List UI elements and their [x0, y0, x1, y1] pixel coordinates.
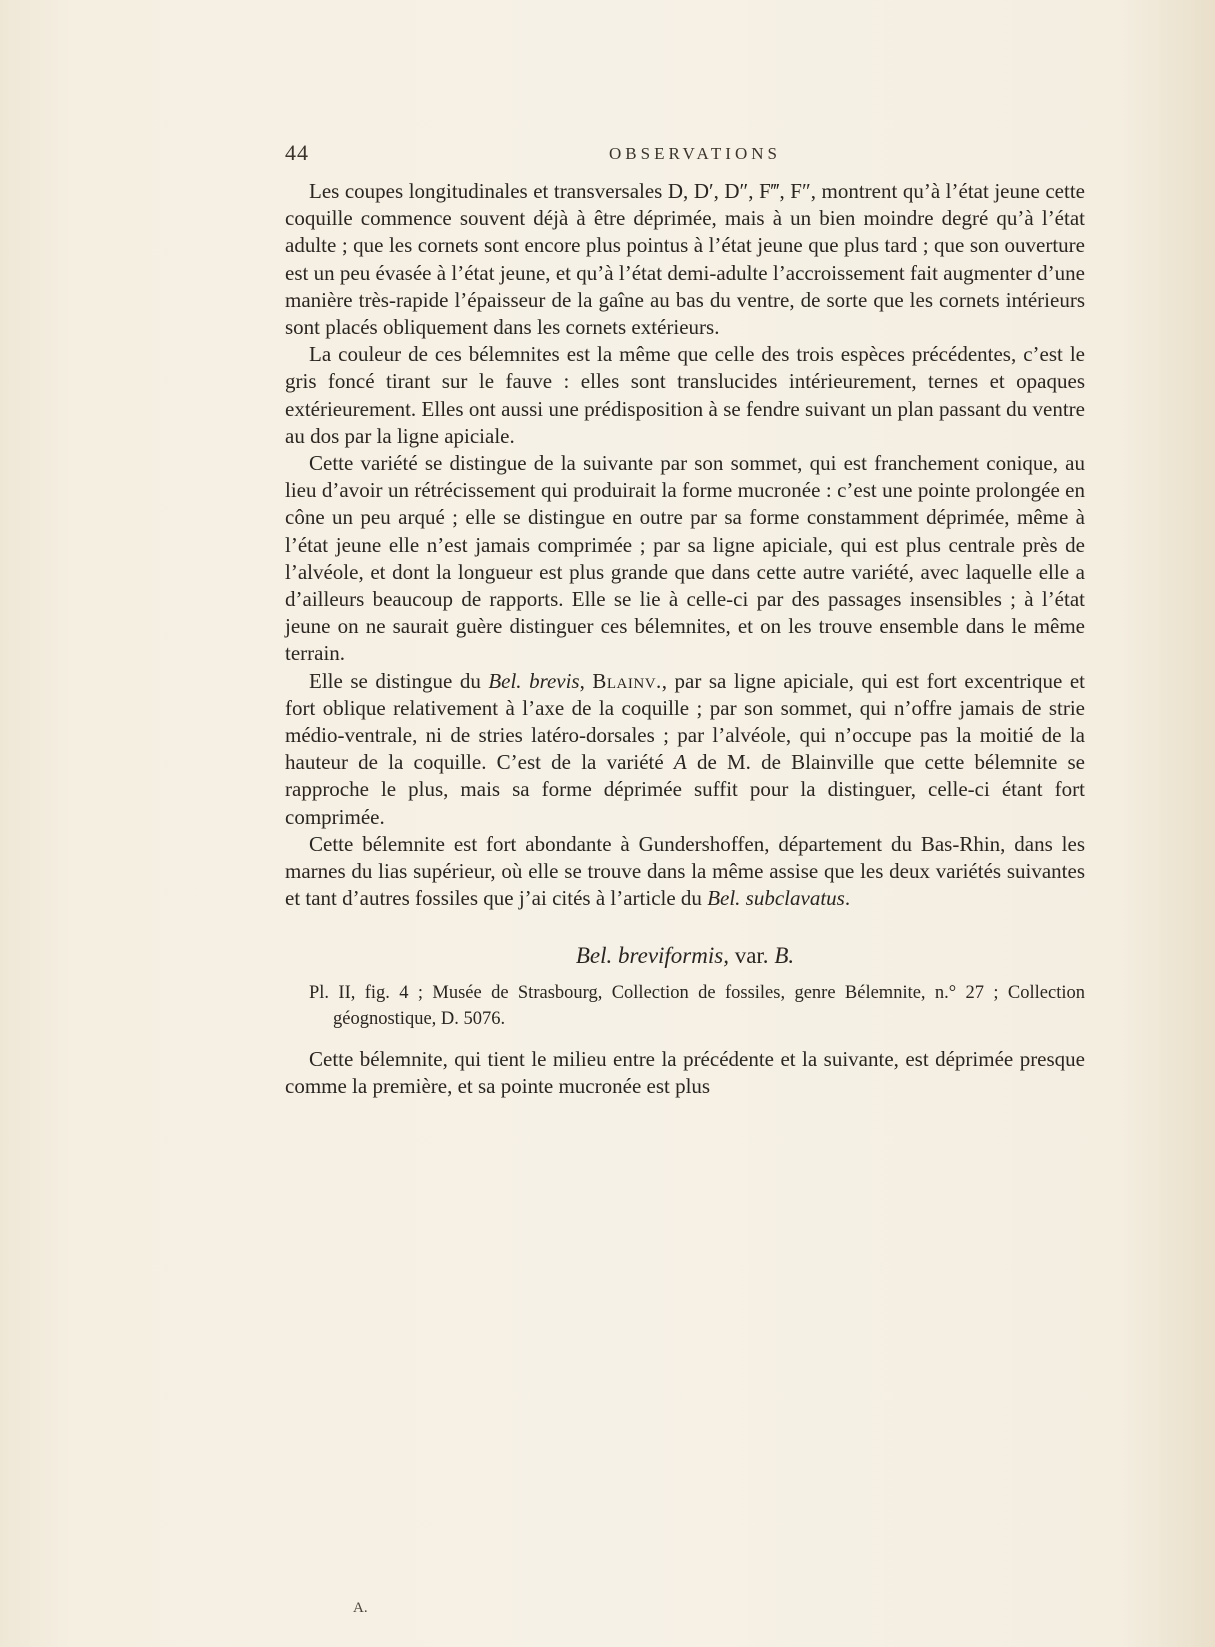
specimen-citation: Pl. II, fig. 4 ; Musée de Strasbourg, Collection de fossiles, genre Bélemnite, n.° 27 ; Collection géognostique, D. 5076.	[309, 982, 1085, 1029]
taxon-bel-brevis: Bel. brevis	[488, 668, 580, 693]
paragraph-4-mid: , par sa ligne apiciale, qui est fort excentrique et fort oblique relativement à l’axe de la coquille ; par son sommet, qui n’offre jamais de strie médio-ventrale, ni de stries latéro-dorsales ; par l’alvéole, qui n’occupe pas la moitié de la hauteur de la coquille. C’est de la variété	[285, 668, 1086, 775]
page-number: 44	[285, 140, 309, 165]
taxon-bel-subclavatus: Bel. subclavatus	[707, 886, 845, 911]
page-header	[285, 140, 1105, 170]
paragraph-4-tail: de M. de Blainville que cette bélemnite se rapproche le plus, mais sa forme déprimée suffit pour la distinguer, celle-ci étant fort comprimée.	[285, 750, 1085, 829]
paragraph-6: Cette bélemnite, qui tient le milieu entre la précédente et la suivante, est déprimée presque comme la première, et sa pointe mucronée est plus	[285, 1046, 1085, 1098]
author-blainv: Blainv.	[592, 668, 662, 693]
paragraph-2: La couleur de ces bélemnites est la même que celle des trois espèces précédentes, c’est le gris foncé tirant sur le fauve : elles sont translucides intérieurement, ternes et opaques extérieurement. Elles ont aussi une prédisposition à se fendre suivant un plan passant du ventre au dos par la ligne apiciale.	[285, 342, 1085, 448]
running-head: OBSERVATIONS	[609, 144, 781, 163]
section-title-variety: B.	[774, 943, 795, 969]
paragraph-4-lead: Elle se distingue du	[309, 668, 489, 693]
paragraph-1: Les coupes longitudinales et transversales D, D′, D″, F‴, F″, montrent qu’à l’état jeune cette coquille commence souvent déjà à être déprimée, mais à un bien moindre degré qu’à l’état adulte ; que les cornets sont encore plus pointus à l’état jeune que plus tard ; que son ouverture est un peu évasée à l’état jeune, et qu’à l’état demi-adulte l’accroissement fait augmenter d’une manière très-rapide l’épaisseur de la gaîne au bas du ventre, de sorte que les cornets intérieurs sont placés obliquement dans les cornets extérieurs.	[285, 179, 1085, 340]
paragraph-4: Elle se distingue du Bel. brevis, Blainv., par sa ligne apiciale, qui est fort excentrique et fort oblique relativement à l’axe de la coquille ; par son sommet, qui n’offre jamais de strie médio-ventrale, ni de stries latéro-dorsales ; par l’alvéole, qui n’occupe pas la moitié de la hauteur de la coquille. C’est de la variété A de M. de Blainville que cette bélemnite se rapproche le plus, mais sa forme déprimée suffit pour la distinguer, celle-ci étant fort comprimée.	[285, 668, 1086, 829]
section-title-taxon: Bel. breviformis,	[575, 943, 729, 969]
section-title: Bel. breviformis, var. B.	[575, 943, 795, 969]
body-text	[285, 178, 1085, 1100]
paragraph-3: Cette variété se distingue de la suivante par son sommet, qui est franchement conique, au lieu d’avoir un rétrécissement qui produirait la forme mucronée : c’est une pointe prolongée en cône un peu arqué ; elle se distingue en outre par sa forme constamment déprimée, même à l’état jeune elle n’est jamais comprimée ; par sa ligne apiciale, qui est plus centrale près de l’alvéole, et dont la longueur est plus grande que dans cette autre variété, avec laquelle elle a d’ailleurs beaucoup de rapports. Elle se lie à celle-ci par des passages insensibles ; à l’état jeune on ne saurait guère distinguer ces bélemnites, et on les trouve ensemble dans le même terrain.	[285, 451, 1085, 666]
variety-letter: A	[673, 750, 687, 775]
paragraph-5-text: Cette bélemnite est fort abondante à Gundershoffen, département du Bas-Rhin, dans les marnes du lias supérieur, où elle se trouve dans la même assise que les deux variétés suivantes et tant d’autres fossiles que j’ai cités à l’article du	[285, 831, 1085, 911]
paragraph-5: Cette bélemnite est fort abondante à Gundershoffen, département du Bas-Rhin, dans les marnes du lias supérieur, où elle se trouve dans la même assise que les deux variétés suivantes et tant d’autres fossiles que j’ai cités à l’article du Bel. subclavatus.	[285, 831, 1085, 911]
signature-mark: A.	[353, 1600, 368, 1616]
